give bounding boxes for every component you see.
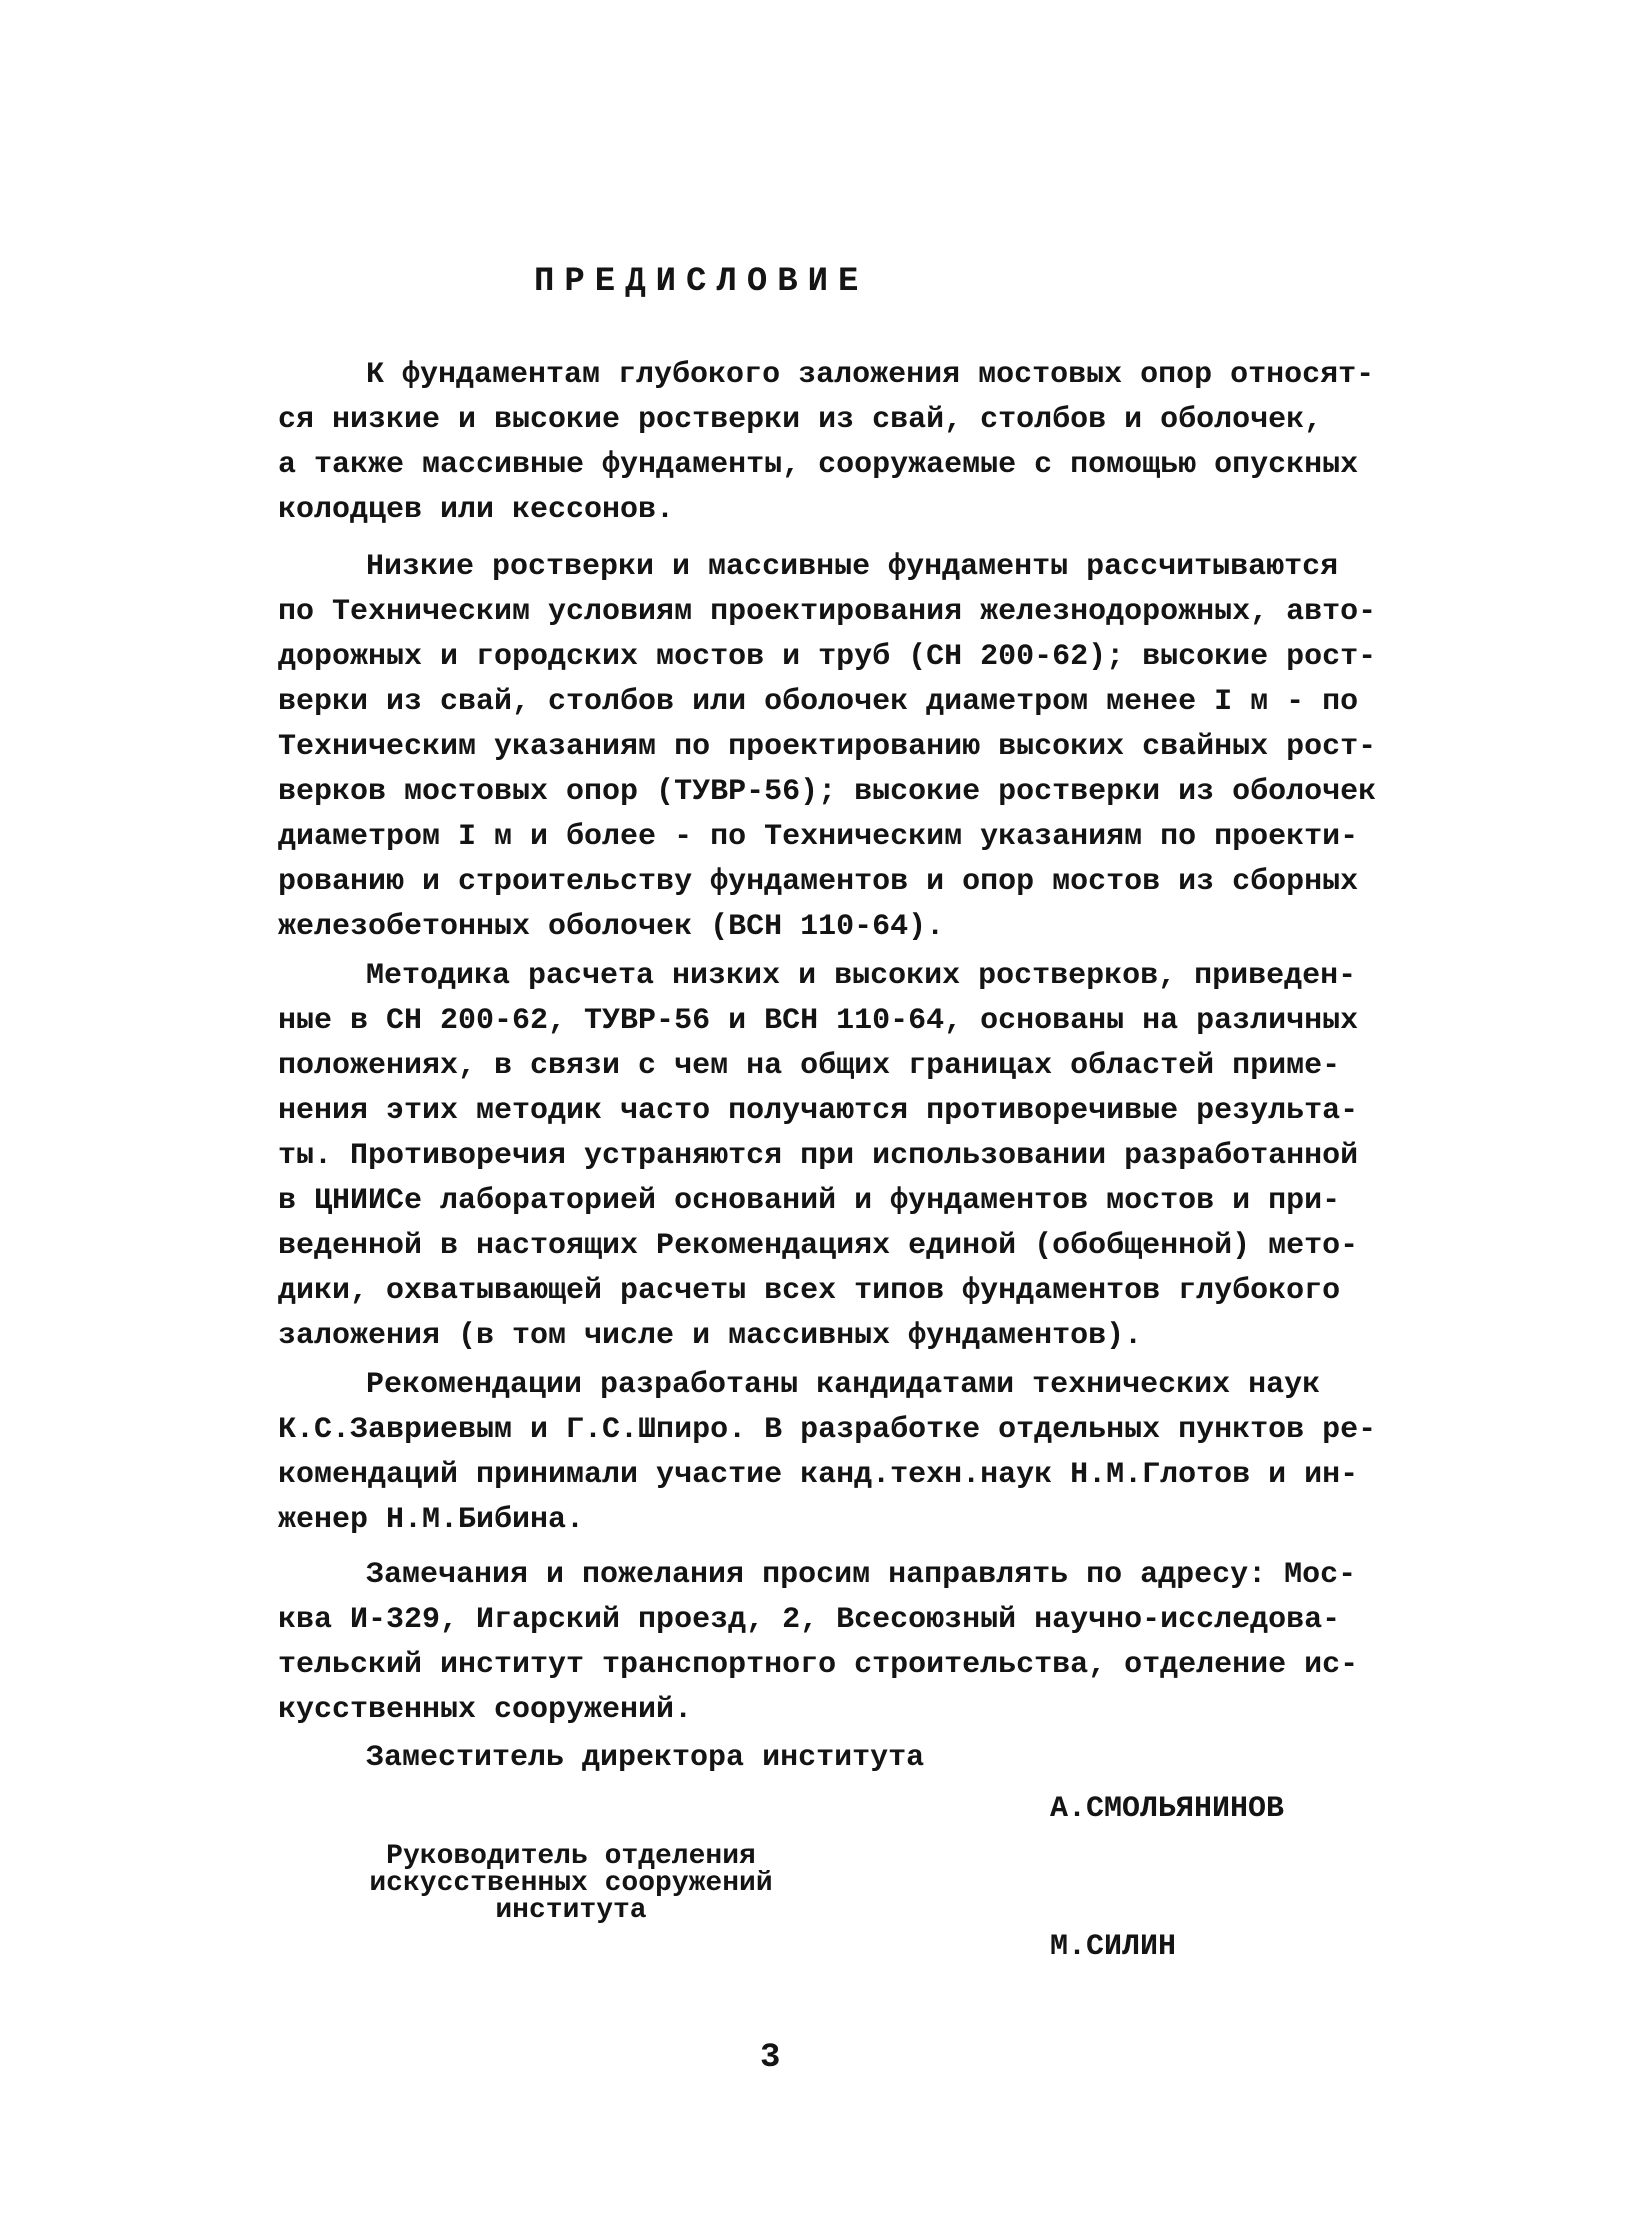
department-head-title-line: института [495,1895,647,1926]
paragraph-line: а также массивные фундаменты, сооружаемые с помощью опускных [278,448,1359,482]
paragraph-line: колодцев или кессонов. [278,493,675,527]
paragraph-line: верки из свай, столбов или оболочек диаметром менее I м - по [278,685,1359,719]
paragraph-line: тельский институт транспортного строительства, отделение ис- [278,1648,1359,1682]
paragraph-line: заложения (в том числе и массивных фундаментов). [278,1319,1143,1353]
paragraph-line: по Техническим условиям проектирования железнодорожных, авто- [278,595,1377,629]
paragraph-line: дорожных и городских мостов и труб (СН 200-62); высокие рост- [278,640,1377,674]
paragraph-line: комендаций принимали участие канд.техн.наук Н.М.Глотов и ин- [278,1458,1359,1492]
paragraph-4 [278,1363,1388,1543]
paragraph-line: женер Н.М.Бибина. [278,1503,585,1537]
department-head-title [336,1843,806,1924]
paragraph-line: ся низкие и высокие ростверки из свай, столбов и оболочек, [278,403,1323,437]
paragraph-line: ты. Противоречия устраняются при использовании разработанной [278,1139,1359,1173]
paragraph-line: нения этих методик часто получаются противоречивые результа- [278,1094,1359,1128]
paragraph-line: диаметром I м и более - по Техническим указаниям по проекти- [278,820,1359,854]
paragraph-line: веденной в настоящих Рекомендациях единой (обобщенной) мето- [278,1229,1359,1263]
deputy-director-name: А.СМОЛЬЯНИНОВ [1050,1792,1285,1826]
paragraph-line: ные в СН 200-62, ТУВР-56 и ВСН 110-64, основаны на различных [278,1004,1359,1038]
paragraph-line: рованию и строительству фундаментов и опор мостов из сборных [278,865,1359,899]
paragraph-line: Методика расчета низких и высоких ростверков, приведен- [366,959,1357,993]
deputy-director-title: Заместитель директора института [366,1741,925,1775]
paragraph-5 [278,1553,1388,1733]
paragraph-line: К фундаментам глубокого заложения мостовых опор относят- [366,358,1375,392]
paragraph-line: железобетонных оболочек (ВСН 110-64). [278,910,945,944]
paragraph-line: положениях, в связи с чем на общих границах областей приме- [278,1049,1341,1083]
paragraph-line: Низкие ростверки и массивные фундаменты рассчитываются [366,550,1339,584]
paragraph-line: верков мостовых опор (ТУВР-56); высокие ростверки из оболочек [278,775,1377,809]
paragraph-line: К.С.Завриевым и Г.С.Шпиро. В разработке отдельных пунктов ре- [278,1413,1377,1447]
paragraph-1 [278,353,1388,533]
paragraph-line: ква И-329, Игарский проезд, 2, Всесоюзный научно-исследова- [278,1603,1341,1637]
page-title: ПРЕДИСЛОВИЕ [534,263,869,301]
paragraph-line: в ЦНИИСе лабораторией оснований и фундаментов мостов и при- [278,1184,1341,1218]
department-head-name: М.СИЛИН [1050,1930,1177,1964]
paragraph-3 [278,954,1388,1359]
department-head-title-line: искусственных сооружений [369,1868,773,1899]
paragraph-line: Замечания и пожелания просим направлять по адресу: Мос- [366,1558,1357,1592]
paragraph-line: Рекомендации разработаны кандидатами технических наук [366,1368,1321,1402]
department-head-title-line: Руководитель отделения [386,1841,756,1872]
paragraph-line: дики, охватывающей расчеты всех типов фундаментов глубокого [278,1274,1341,1308]
paragraph-line: кусственных сооружений. [278,1693,693,1727]
paragraph-line: Техническим указаниям по проектированию высоких свайных рост- [278,730,1377,764]
page-number: 3 [760,2039,781,2077]
paragraph-2 [278,545,1388,950]
